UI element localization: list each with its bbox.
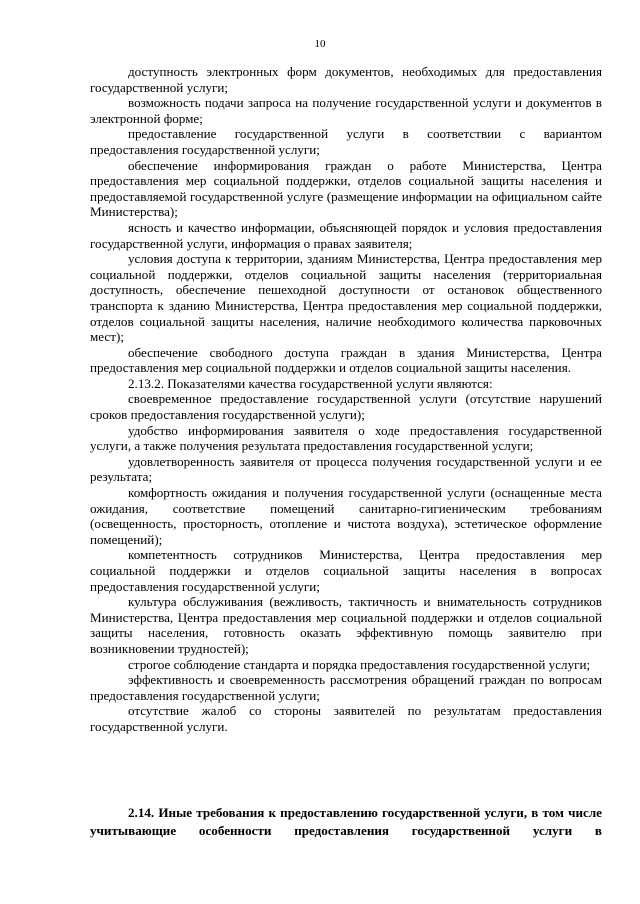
paragraph: возможность подачи запроса на получение государственной услуги и документов в электронной форме;: [90, 95, 602, 126]
paragraph: условия доступа к территории, зданиям Министерства, Центра предоставления мер социальной поддержки, отделов социальной защиты населения (территориальная доступность, обеспечение пешеходной доступности от остановок общественного транспорта к зданию Министерства, Центра предоставления мер социальной поддержки, отделов социальной защиты населения, наличие необходимого количества парковочных мест);: [90, 251, 602, 345]
paragraph: эффективность и своевременность рассмотрения обращений граждан по вопросам предоставления государственной услуги;: [90, 672, 602, 703]
section-heading: 2.14. Иные требования к предоставлению государственной услуги, в том числе учитывающие особенности предоставления государственной услуги в: [90, 805, 602, 838]
paragraph: комфортность ожидания и получения государственной услуги (оснащенные места ожидания, соответствие помещений санитарно-гигиеническим требованиям (освещенность, просторность, отопление и чистота воздуха), эстетическое оформление помещений);: [90, 485, 602, 547]
paragraph: обеспечение свободного доступа граждан в здания Министерства, Центра предоставления мер социальной поддержки и отделов социальной защиты населения.: [90, 344, 602, 376]
paragraph: удобство информирования заявителя о ходе предоставления государственной услуги, а также получения результата предоставления государственной услуги;: [90, 422, 602, 454]
paragraph: удовлетворенность заявителя от процесса получения государственной услуги и ее результата;: [90, 453, 602, 485]
paragraph: своевременное предоставление государственной услуги (отсутствие нарушений сроков предоставления государственной услуги);: [90, 391, 602, 423]
paragraph: отсутствие жалоб со стороны заявителей по результатам предоставления государственной услуги.: [90, 703, 602, 734]
paragraph: предоставление государственной услуги в соответствии с вариантом предоставления государственной услуги;: [90, 126, 602, 157]
paragraph: строгое соблюдение стандарта и порядка предоставления государственной услуги;: [128, 656, 591, 672]
paragraph: доступность электронных форм документов, необходимых для предоставления государственной услуги;: [90, 64, 602, 95]
paragraph: компетентность сотрудников Министерства, Центра предоставления мер социальной поддержки и отделов социальной защиты населения в вопросах предоставления государственной услуги;: [90, 547, 602, 594]
body-text: [90, 64, 602, 735]
page-number: 10: [314, 38, 326, 50]
paragraph: обеспечение информирования граждан о работе Министерства, Центра предоставления мер социальной поддержки, отделов социальной защиты населения и предоставляемой государственной услуге (размещение информации на официальном сайте Министерства);: [90, 157, 602, 220]
paragraph: ясность и качество информации, объясняющей порядок и условия предоставления государственной услуги, информация о правах заявителя;: [90, 219, 602, 251]
paragraph: 2.13.2. Показателями качества государственной услуги являются:: [128, 375, 493, 391]
paragraph: культура обслуживания (вежливость, тактичность и внимательность сотрудников Министерства, Центра предоставления мер социальной поддержки и отделов социальной защиты населения, готовность оказать эффективную помощь заявителю при возникновении трудностей);: [90, 594, 602, 656]
